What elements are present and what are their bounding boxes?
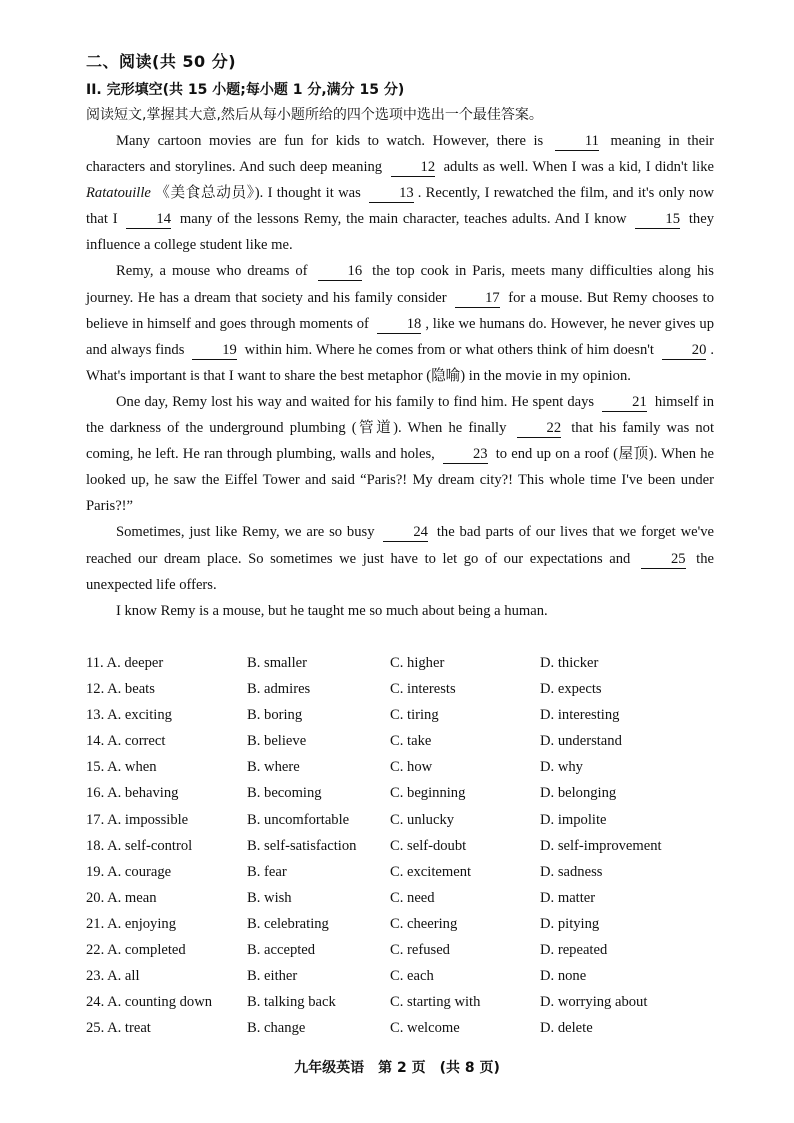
option-b: B. uncomfortable <box>247 811 350 828</box>
blank-16: 16 <box>318 263 363 281</box>
instruction: 阅读短文,掌握其大意,然后从每小题所给的四个选项中选出一个最佳答案。 <box>86 107 543 123</box>
option-b: B. boring <box>247 707 303 724</box>
option-row <box>86 702 726 728</box>
option-d: D. understand <box>540 733 622 750</box>
paragraph-4 <box>86 519 714 597</box>
option-c: C. take <box>390 733 432 750</box>
option-a: 23. A. all <box>86 968 140 985</box>
option-d: D. interesting <box>540 707 620 724</box>
blank-24: 24 <box>383 524 428 542</box>
option-c: C. beginning <box>390 785 466 802</box>
option-row <box>86 728 726 754</box>
blank-19: 19 <box>192 342 237 360</box>
option-c: C. self-doubt <box>390 837 467 854</box>
blank-12: 12 <box>391 159 436 177</box>
option-d: D. none <box>540 968 587 985</box>
option-row <box>86 885 726 911</box>
blank-15: 15 <box>635 211 680 229</box>
option-d: D. thicker <box>540 655 599 671</box>
option-a: 11. A. deeper <box>86 655 164 671</box>
option-c: C. need <box>390 889 435 906</box>
passage-text: meaning in their characters and storylines. And such deep meaning <box>86 133 715 176</box>
option-row <box>86 911 726 937</box>
option-c: C. how <box>390 759 433 776</box>
option-c: C. interests <box>390 681 456 698</box>
passage-text: that his family was not coming, he left. He ran through plumbing, walls and holes, <box>86 420 714 463</box>
option-d: D. sadness <box>540 863 603 880</box>
blank-22: 22 <box>517 420 562 438</box>
option-d: D. why <box>540 759 583 776</box>
passage-text: the bad parts of our lives that we forget we've reached our dream place. So sometimes we just have to let go of our expectations and <box>86 524 714 567</box>
passage-text: Many cartoon movies are fun for kids to watch. However, there is <box>116 133 544 149</box>
option-d: D. delete <box>540 1020 593 1037</box>
option-a: 12. A. beats <box>86 681 155 698</box>
option-b: B. admires <box>247 681 311 698</box>
option-b: B. believe <box>247 733 307 750</box>
option-a: 18. A. self-control <box>86 837 193 854</box>
passage-text: Remy, a mouse who dreams of <box>116 263 308 280</box>
option-b: B. fear <box>247 863 287 880</box>
option-a: 21. A. enjoying <box>86 915 176 932</box>
blank-21: 21 <box>602 394 647 412</box>
option-row <box>86 833 726 859</box>
passage-text: . Recently, I rewatched the film, and it's only now that I <box>86 185 714 228</box>
option-b: B. change <box>247 1020 306 1037</box>
passage-text: the unexpected life offers. <box>86 550 714 593</box>
passage-text: himself in the darkness of the underground plumbing (管道). When he finally <box>86 393 714 437</box>
passage-text: , like we humans do. However, he never gives up and always finds <box>86 315 715 358</box>
option-b: B. self-satisfaction <box>247 837 357 854</box>
option-b: B. smaller <box>247 655 307 671</box>
passage-text: One day, Remy lost his way and waited for his family to find him. He spent days <box>116 393 595 410</box>
page-footer: 九年级英语 第 2 页 (共 8 页) <box>294 1060 500 1076</box>
passage-text: within him. Where he comes from or what others think of him doesn't <box>244 341 654 358</box>
cloze-subtitle: II. 完形填空(共 15 小题;每小题 1 分,满分 15 分) <box>86 82 405 98</box>
answer-options <box>86 650 726 1041</box>
option-row <box>86 754 726 780</box>
option-a: 14. A. correct <box>86 733 166 750</box>
option-c: C. cheering <box>390 915 458 932</box>
option-b: B. accepted <box>247 942 316 959</box>
option-c: C. starting with <box>390 994 481 1011</box>
option-c: C. refused <box>390 942 450 959</box>
blank-25: 25 <box>641 551 686 569</box>
cloze-passage <box>86 128 714 624</box>
passage-text: I know Remy is a mouse, but he taught me so much about being a human. <box>116 602 548 619</box>
blank-11: 11 <box>555 133 599 151</box>
blank-18: 18 <box>377 316 422 334</box>
blank-14: 14 <box>126 211 171 229</box>
option-d: D. repeated <box>540 942 608 959</box>
option-row <box>86 989 726 1015</box>
option-a: 16. A. behaving <box>86 785 179 802</box>
film-title: Ratatouille <box>86 185 151 202</box>
option-c: C. excitement <box>390 863 472 880</box>
blank-20: 20 <box>662 342 707 360</box>
blank-17: 17 <box>455 290 500 308</box>
option-c: C. tiring <box>390 707 439 724</box>
option-d: D. pitying <box>540 915 600 932</box>
option-row <box>86 859 726 885</box>
option-d: D. belonging <box>540 785 617 802</box>
passage-text: adults as well. When I was a kid, I didn't like <box>443 159 714 176</box>
passage-text: the top cook in Paris, meets many difficulties along his journey. He has a dream that society and his family consider <box>86 263 714 306</box>
paragraph-3 <box>86 389 714 519</box>
passage-text: 《美食总动员》). I thought it was <box>155 185 361 202</box>
option-a: 13. A. exciting <box>86 707 172 724</box>
option-a: 19. A. courage <box>86 863 172 880</box>
option-row <box>86 963 726 989</box>
blank-23: 23 <box>443 446 488 464</box>
option-row <box>86 650 726 676</box>
option-row <box>86 807 726 833</box>
option-d: D. worrying about <box>540 994 648 1011</box>
passage-text: many of the lessons Remy, the main character, teaches adults. And I know <box>179 211 627 228</box>
option-row <box>86 676 726 702</box>
passage-text: they influence a college student like me. <box>86 211 714 254</box>
option-a: 24. A. counting down <box>86 994 213 1011</box>
option-a: 15. A. when <box>86 759 157 776</box>
option-row <box>86 937 726 963</box>
paragraph-2 <box>86 258 714 388</box>
option-b: B. either <box>247 968 298 985</box>
option-c: C. higher <box>390 655 445 671</box>
passage-text: Sometimes, just like Remy, we are so busy <box>116 524 375 541</box>
option-d: D. matter <box>540 889 596 906</box>
option-c: C. welcome <box>390 1020 460 1037</box>
passage-text: for a mouse. But Remy chooses to believe in himself and goes through moments of <box>86 289 715 332</box>
option-b: B. becoming <box>247 785 322 802</box>
section-title: 二、阅读(共 50 分) <box>86 52 237 71</box>
paragraph-1 <box>86 128 714 258</box>
option-b: B. wish <box>247 889 292 906</box>
option-row <box>86 780 726 806</box>
option-b: B. where <box>247 759 300 776</box>
passage-text: to end up on a roof (屋顶). When he looked up, he saw the Eiffel Tower and said “Paris?! My dream city?! This whole time I've been under Paris?!” <box>86 446 714 515</box>
option-a: 17. A. impossible <box>86 811 189 828</box>
option-a: 20. A. mean <box>86 889 157 906</box>
option-a: 25. A. treat <box>86 1020 151 1037</box>
option-d: D. self-improvement <box>540 837 662 854</box>
paragraph-5 <box>86 598 714 624</box>
option-b: B. talking back <box>247 994 336 1011</box>
option-c: C. each <box>390 968 434 985</box>
blank-13: 13 <box>369 185 414 203</box>
option-c: C. unlucky <box>390 811 455 828</box>
option-b: B. celebrating <box>247 915 329 932</box>
option-d: D. impolite <box>540 811 607 828</box>
option-a: 22. A. completed <box>86 942 186 959</box>
option-d: D. expects <box>540 681 602 698</box>
option-row <box>86 1015 726 1041</box>
passage-text: . What's important is that I want to share the best metaphor (隐喻) in the movie in my opinion. <box>86 341 715 384</box>
